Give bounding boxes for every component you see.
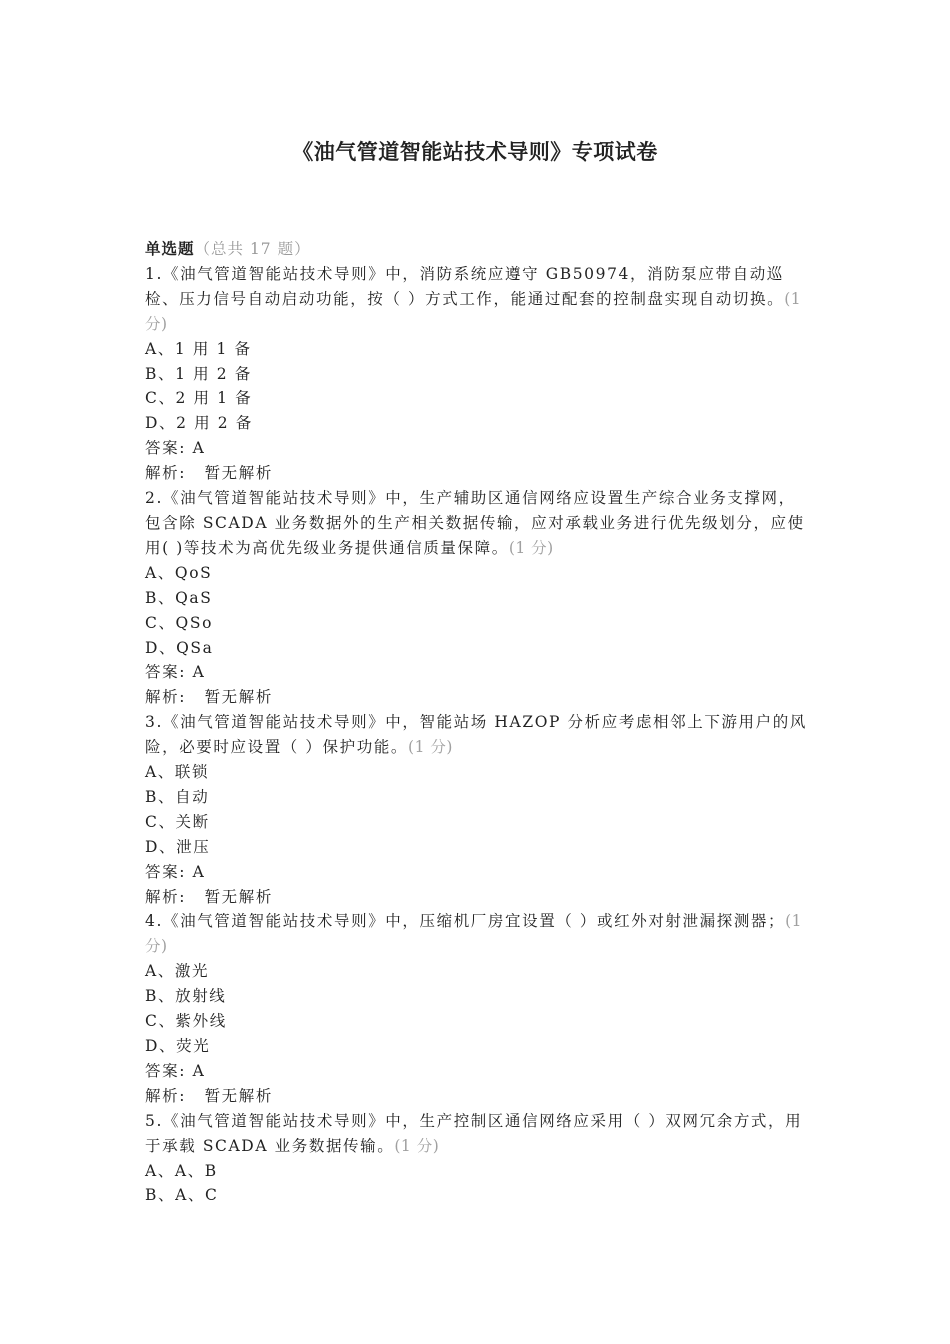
document-content	[145, 237, 810, 1208]
question-stem	[145, 486, 810, 561]
answer-option: A、1 用 1 备	[145, 339, 252, 358]
answer-line	[145, 1059, 810, 1084]
answer-line	[145, 860, 810, 885]
answer-option: B、QaS	[145, 588, 213, 607]
answer-label: 答案:	[145, 663, 193, 682]
answer-value: A	[192, 663, 206, 682]
answer-option: D、2 用 2 备	[145, 414, 253, 433]
question-block	[145, 262, 810, 486]
answer-option: B、A、C	[145, 1186, 219, 1205]
question-stem	[145, 1109, 810, 1159]
question-block	[145, 710, 810, 909]
question-stem	[145, 909, 810, 959]
question-block	[145, 1109, 810, 1209]
answer-option: A、A、B	[145, 1161, 218, 1180]
question-text: 4.《油气管道智能站技术导则》中，压缩机厂房宜设置（ ）或红外对射泄漏探测器；	[145, 912, 786, 931]
answer-option: C、QSo	[145, 613, 214, 632]
answer-option: A、联锁	[145, 763, 210, 782]
analysis-label: 解析:	[145, 887, 193, 906]
question-score: (1 分)	[394, 1136, 440, 1155]
answer-line	[145, 660, 810, 685]
analysis-line	[145, 1084, 810, 1109]
question-text: 2.《油气管道智能站技术导则》中，生产辅助区通信网络应设置生产综合业务支撑网，包含除 SCADA 业务数据外的生产相关数据传输，应对承载业务进行优先级划分，应使用( )等技术为高优先级业务提供通信质量保障。	[145, 489, 805, 557]
analysis-label: 解析:	[145, 464, 193, 483]
answer-option: D、荧光	[145, 1037, 211, 1055]
document-title: 《油气管道智能站技术导则》专项试卷	[292, 139, 658, 164]
question-block	[145, 909, 810, 1108]
question-score: (1 分)	[145, 912, 803, 956]
answer-option: B、1 用 2 备	[145, 364, 252, 383]
analysis-value: 暂无解析	[204, 1086, 273, 1105]
answer-option: D、泄压	[145, 837, 211, 856]
section-count: （总共 17 题）	[194, 240, 311, 258]
question-list	[145, 262, 810, 1208]
answer-label: 答案:	[145, 439, 193, 458]
question-text: 3.《油气管道智能站技术导则》中，智能站场 HAZOP 分析应考虑相邻上下游用户的风险，必要时应设置（ ）保护功能。	[145, 713, 807, 757]
question-stem	[145, 262, 810, 337]
analysis-value: 暂无解析	[204, 688, 273, 707]
analysis-value: 暂无解析	[204, 887, 273, 906]
answer-option: C、紫外线	[145, 1012, 227, 1031]
answer-option: A、QoS	[145, 563, 213, 582]
answer-value: A	[192, 1061, 206, 1080]
analysis-line	[145, 461, 810, 486]
analysis-line	[145, 885, 810, 910]
question-score: (1 分)	[408, 738, 453, 757]
question-text: 1.《油气管道智能站技术导则》中，消防系统应遵守 GB50974，消防泵应带自动巡检、压力信号自动启动功能，按（ ）方式工作，能通过配套的控制盘实现自动切换。	[145, 264, 785, 308]
analysis-line	[145, 685, 810, 710]
analysis-label: 解析:	[145, 688, 193, 707]
question-block	[145, 486, 810, 710]
section-heading: 单选题	[145, 239, 195, 258]
answer-label: 答案:	[145, 862, 193, 881]
answer-label: 答案:	[145, 1061, 193, 1080]
analysis-label: 解析:	[145, 1086, 193, 1105]
answer-option: C、2 用 1 备	[145, 389, 253, 408]
answer-value: A	[192, 862, 206, 881]
answer-option: B、自动	[145, 787, 210, 806]
question-stem	[145, 710, 810, 760]
question-text: 5.《油气管道智能站技术导则》中，生产控制区通信网络应采用（ ）双网冗余方式，用于承载 SCADA 业务数据传输。	[145, 1111, 803, 1155]
answer-option: C、关断	[145, 812, 210, 831]
answer-value: A	[192, 439, 206, 458]
answer-line	[145, 436, 810, 461]
question-score: (1 分)	[145, 289, 802, 333]
answer-option: D、QSa	[145, 638, 214, 657]
answer-option: A、激光	[145, 962, 210, 981]
answer-option: B、放射线	[145, 987, 227, 1006]
analysis-value: 暂无解析	[204, 464, 273, 483]
section-header	[145, 237, 810, 262]
question-score: (1 分)	[508, 538, 554, 557]
